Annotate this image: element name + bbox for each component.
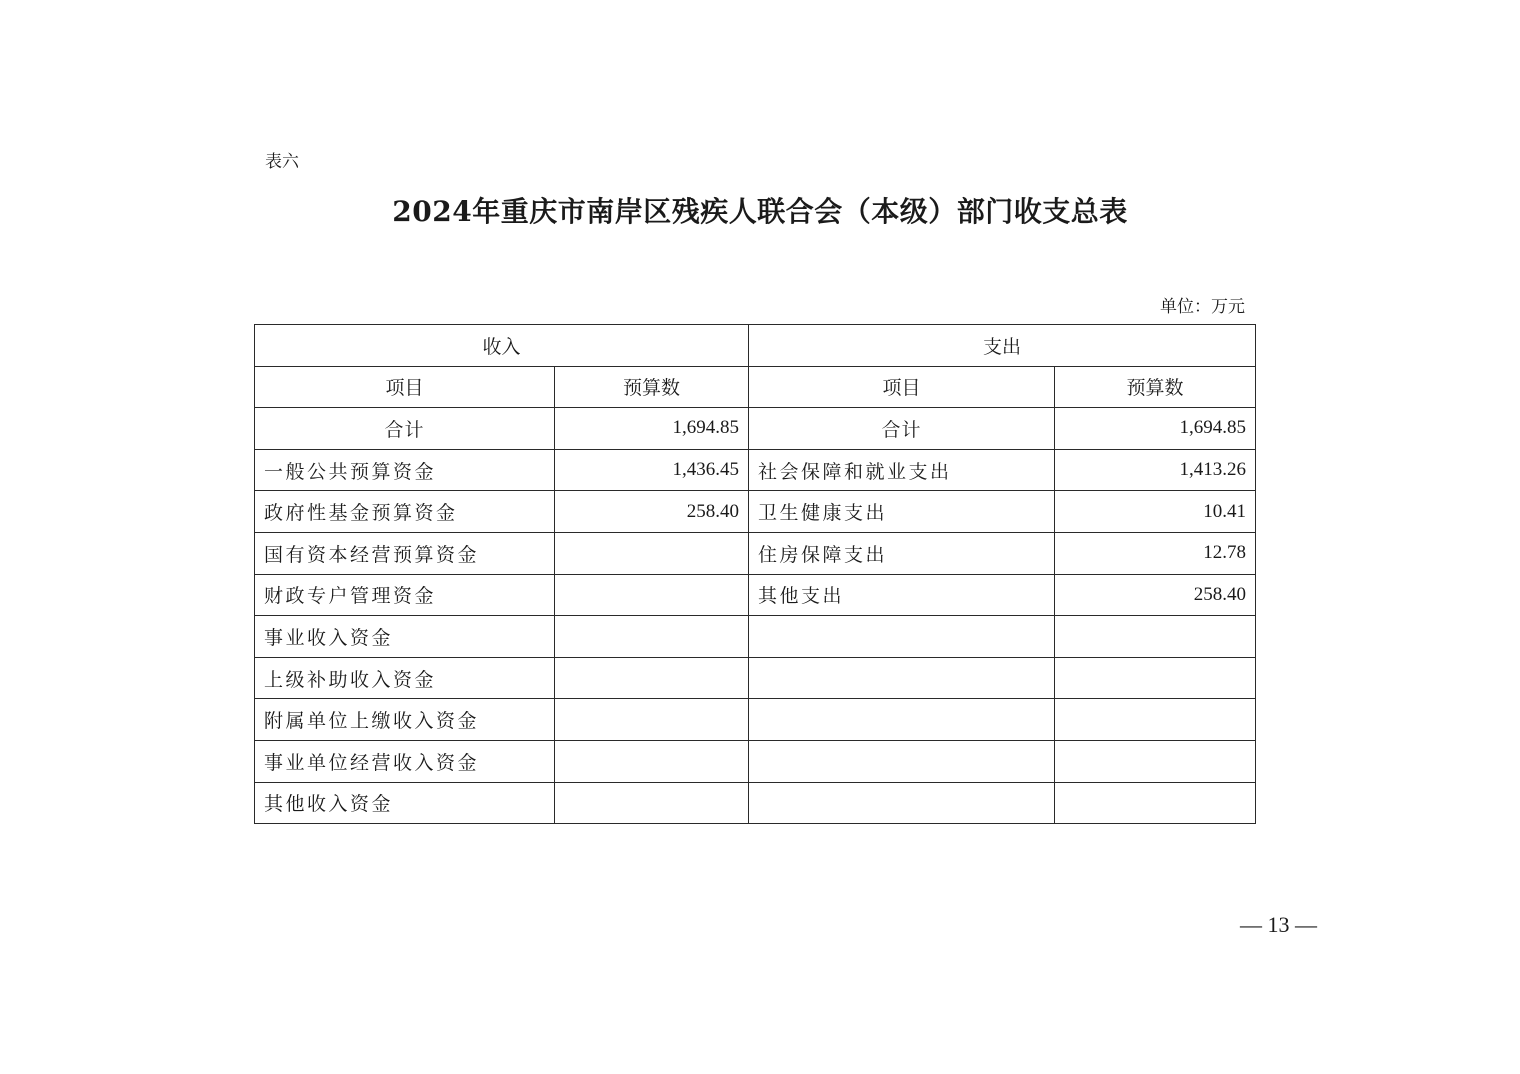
document-title: 2024年重庆市南岸区残疾人联合会（本级）部门收支总表 <box>392 195 1128 228</box>
income-amount-cell <box>555 740 749 782</box>
income-item-cell: 上级补助收入资金 <box>255 657 555 699</box>
income-item-cell: 事业单位经营收入资金 <box>255 740 555 782</box>
income-item-cell: 附属单位上缴收入资金 <box>255 699 555 741</box>
income-item-cell: 其他收入资金 <box>255 782 555 824</box>
table-label: 表六 <box>265 152 299 172</box>
income-amount-cell <box>555 699 749 741</box>
income-amount-cell <box>555 532 749 574</box>
table-row <box>255 449 1256 491</box>
expense-item-cell <box>749 657 1055 699</box>
expense-budget-header: 预算数 <box>1055 366 1256 408</box>
income-amount-cell <box>555 657 749 699</box>
table-row <box>255 657 1256 699</box>
expense-item-cell <box>749 616 1055 658</box>
income-item-cell: 事业收入资金 <box>255 616 555 658</box>
table-row <box>255 782 1256 824</box>
income-item-header: 项目 <box>255 366 555 408</box>
income-item-cell: 合计 <box>255 408 555 450</box>
expense-item-cell: 社会保障和就业支出 <box>749 449 1055 491</box>
unit-label: 单位：万元 <box>1160 297 1245 317</box>
expense-amount-cell <box>1055 782 1256 824</box>
income-budget-header: 预算数 <box>555 366 749 408</box>
expense-item-cell: 卫生健康支出 <box>749 491 1055 533</box>
table-row <box>255 574 1256 616</box>
income-amount-cell <box>555 782 749 824</box>
income-amount-cell <box>555 574 749 616</box>
expense-amount-cell <box>1055 740 1256 782</box>
expense-amount-cell <box>1055 699 1256 741</box>
column-header-row <box>255 366 1256 408</box>
page-number: — 13 — <box>1240 912 1317 937</box>
expense-header: 支出 <box>749 325 1256 367</box>
table-row <box>255 532 1256 574</box>
income-amount-cell: 1,436.45 <box>555 449 749 491</box>
expense-item-cell <box>749 782 1055 824</box>
expense-item-header: 项目 <box>749 366 1055 408</box>
expense-item-cell: 合计 <box>749 408 1055 450</box>
income-item-cell: 一般公共预算资金 <box>255 449 555 491</box>
expense-amount-cell: 1,413.26 <box>1055 449 1256 491</box>
income-item-cell: 国有资本经营预算资金 <box>255 532 555 574</box>
expense-amount-cell <box>1055 616 1256 658</box>
income-item-cell: 财政专户管理资金 <box>255 574 555 616</box>
budget-table <box>254 324 1256 824</box>
expense-item-cell <box>749 740 1055 782</box>
income-amount-cell: 1,694.85 <box>555 408 749 450</box>
income-item-cell: 政府性基金预算资金 <box>255 491 555 533</box>
table-row <box>255 699 1256 741</box>
section-header-row <box>255 325 1256 367</box>
table-row <box>255 740 1256 782</box>
expense-amount-cell: 258.40 <box>1055 574 1256 616</box>
table-row <box>255 491 1256 533</box>
expense-amount-cell: 1,694.85 <box>1055 408 1256 450</box>
table-row <box>255 616 1256 658</box>
income-amount-cell <box>555 616 749 658</box>
expense-item-cell <box>749 699 1055 741</box>
income-header: 收入 <box>255 325 749 367</box>
expense-amount-cell: 12.78 <box>1055 532 1256 574</box>
expense-amount-cell: 10.41 <box>1055 491 1256 533</box>
income-amount-cell: 258.40 <box>555 491 749 533</box>
table-row-total <box>255 408 1256 450</box>
expense-item-cell: 住房保障支出 <box>749 532 1055 574</box>
expense-amount-cell <box>1055 657 1256 699</box>
expense-item-cell: 其他支出 <box>749 574 1055 616</box>
